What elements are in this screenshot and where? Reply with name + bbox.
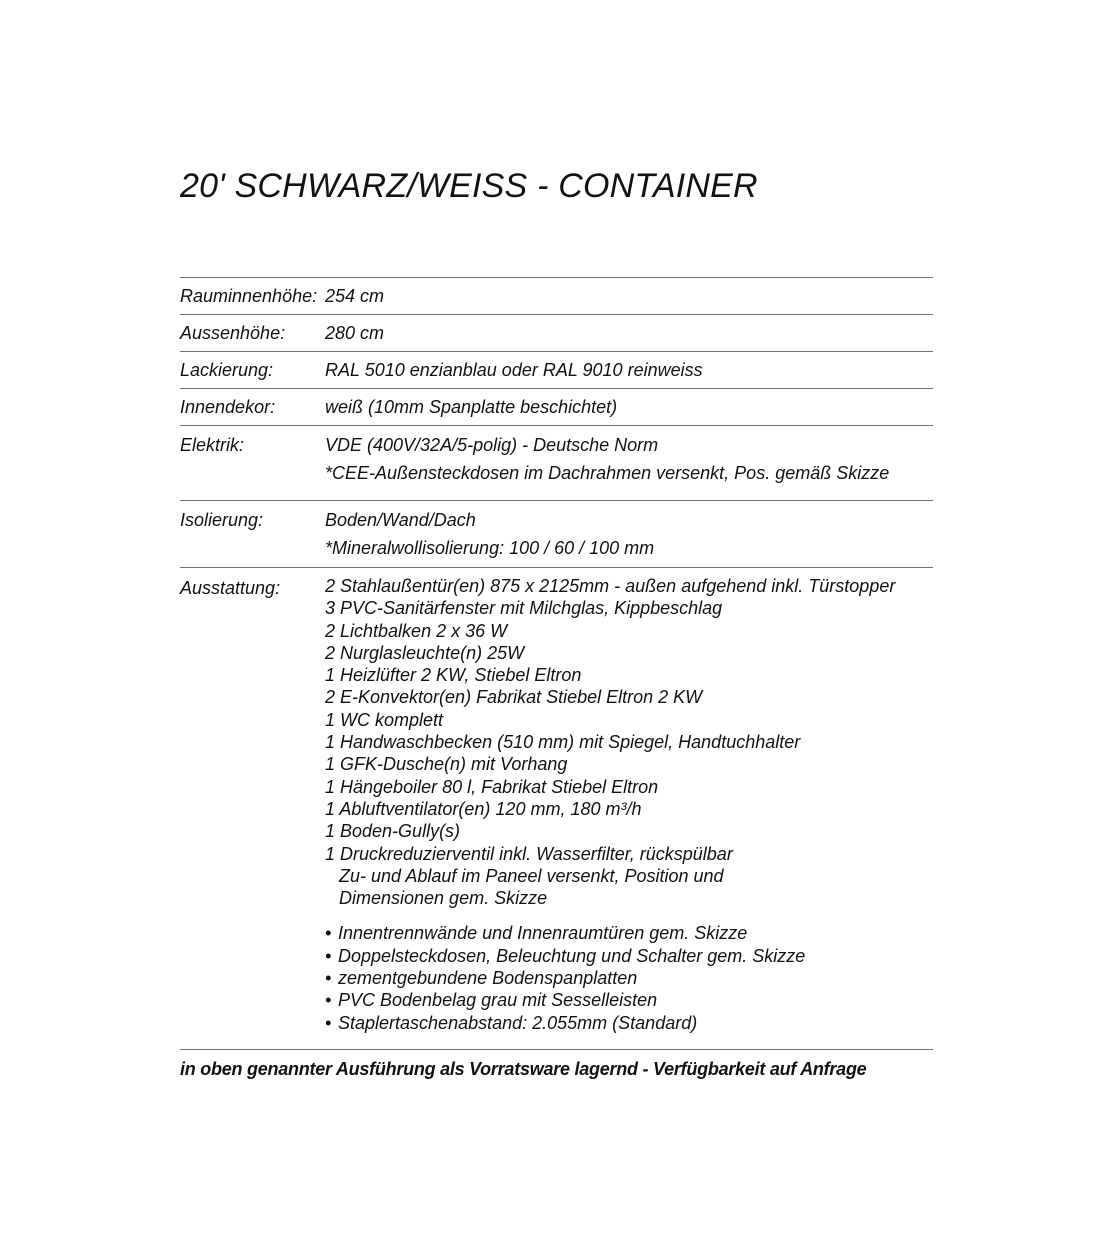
availability-note: in oben genannter Ausführung als Vorratsware lagernd - Verfügbarkeit auf Anfrage [180, 1059, 867, 1079]
ausstattung-item: 2 Stahlaußentür(en) 875 x 2125mm - außen aufgehend inkl. Türstopper [325, 576, 896, 596]
row-value [325, 431, 933, 487]
ausstattung-item-continuation: Zu- und Ablauf im Paneel versenkt, Position und [339, 865, 724, 886]
bullet-text: Innentrennwände und Innenraumtüren gem. Skizze [338, 923, 748, 944]
bullet-text: Staplertaschenabstand: 2.055mm (Standard) [338, 1012, 698, 1033]
ausstattung-item: 1 WC komplett [325, 709, 444, 730]
ausstattung-item: 1 Druckreduzierventil inkl. Wasserfilter, rückspülbar [325, 843, 733, 864]
bullet-item [325, 989, 933, 1011]
bullet-item [325, 945, 933, 967]
ausstattung-item: 3 PVC-Sanitärfenster mit Milchglas, Kippbeschlag [325, 598, 723, 619]
row-value: RAL 5010 enzianblau oder RAL 9010 reinweiss [325, 360, 703, 380]
ausstattung-item: 1 Abluftventilator(en) 120 mm, 180 m³/h [325, 798, 642, 819]
spec-row-rauminnenhoehe [180, 277, 933, 314]
row-label: Elektrik: [180, 435, 245, 455]
bullet-text: zementgebundene Bodenspanplatten [338, 968, 638, 989]
bullet-item [325, 1012, 933, 1034]
row-value-line: VDE (400V/32A/5-polig) - Deutsche Norm [325, 435, 659, 455]
ausstattung-item: 1 GFK-Dusche(n) mit Vorhang [325, 754, 568, 775]
ausstattung-item: 2 Nurglasleuchte(n) 25W [325, 642, 525, 663]
ausstattung-bullet-list [325, 922, 933, 1033]
bullet-marker: • [325, 1012, 332, 1033]
ausstattung-item-continuation: Dimensionen gem. Skizze [339, 888, 548, 909]
bullet-item [325, 967, 933, 989]
ausstattung-item: 1 Boden-Gully(s) [325, 821, 461, 842]
bullet-text: PVC Bodenbelag grau mit Sesselleisten [338, 990, 658, 1011]
spec-row-ausstattung [180, 567, 933, 1049]
spec-row-innendekor [180, 388, 933, 425]
row-label: Rauminnenhöhe: [180, 286, 318, 306]
spec-row-aussenhoehe [180, 314, 933, 351]
bullet-item [325, 922, 933, 944]
ausstattung-item: 1 Handwaschbecken (510 mm) mit Spiegel, Handtuchhalter [325, 732, 801, 753]
ausstattung-items [325, 575, 933, 1034]
row-value: weiß (10mm Spanplatte beschichtet) [325, 397, 618, 417]
bullet-marker: • [325, 945, 332, 966]
ausstattung-item: 1 Hängeboiler 80 l, Fabrikat Stiebel Eltron [325, 776, 659, 797]
row-value-line: Boden/Wand/Dach [325, 510, 476, 530]
row-value: 254 cm [325, 286, 385, 306]
row-label: Ausstattung: [180, 578, 281, 598]
bullet-marker: • [325, 990, 332, 1011]
row-value-line: *Mineralwollisolierung: 100 / 60 / 100 mm [325, 538, 655, 558]
row-value-line: *CEE-Außensteckdosen im Dachrahmen versenkt, Pos. gemäß Skizze [325, 463, 890, 483]
spec-table [180, 277, 933, 1050]
spec-row-lackierung [180, 351, 933, 388]
row-label: Lackierung: [180, 360, 274, 380]
row-value [325, 506, 933, 562]
ausstattung-item: 2 E-Konvektor(en) Fabrikat Stiebel Eltron 2 KW [325, 687, 703, 708]
ausstattung-item: 1 Heizlüfter 2 KW, Stiebel Eltron [325, 665, 582, 686]
ausstattung-item: 2 Lichtbalken 2 x 36 W [325, 620, 508, 641]
page-title: 20' SCHWARZ/WEISS - CONTAINER [180, 167, 758, 205]
bullet-marker: • [325, 923, 332, 944]
bullet-text: Doppelsteckdosen, Beleuchtung und Schalter gem. Skizze [338, 945, 806, 966]
row-value: 280 cm [325, 323, 385, 343]
bullet-marker: • [325, 968, 332, 989]
row-label: Isolierung: [180, 510, 264, 530]
row-label: Aussenhöhe: [180, 323, 286, 343]
row-label: Innendekor: [180, 397, 276, 417]
spec-row-isolierung [180, 500, 933, 567]
spec-row-elektrik [180, 425, 933, 500]
